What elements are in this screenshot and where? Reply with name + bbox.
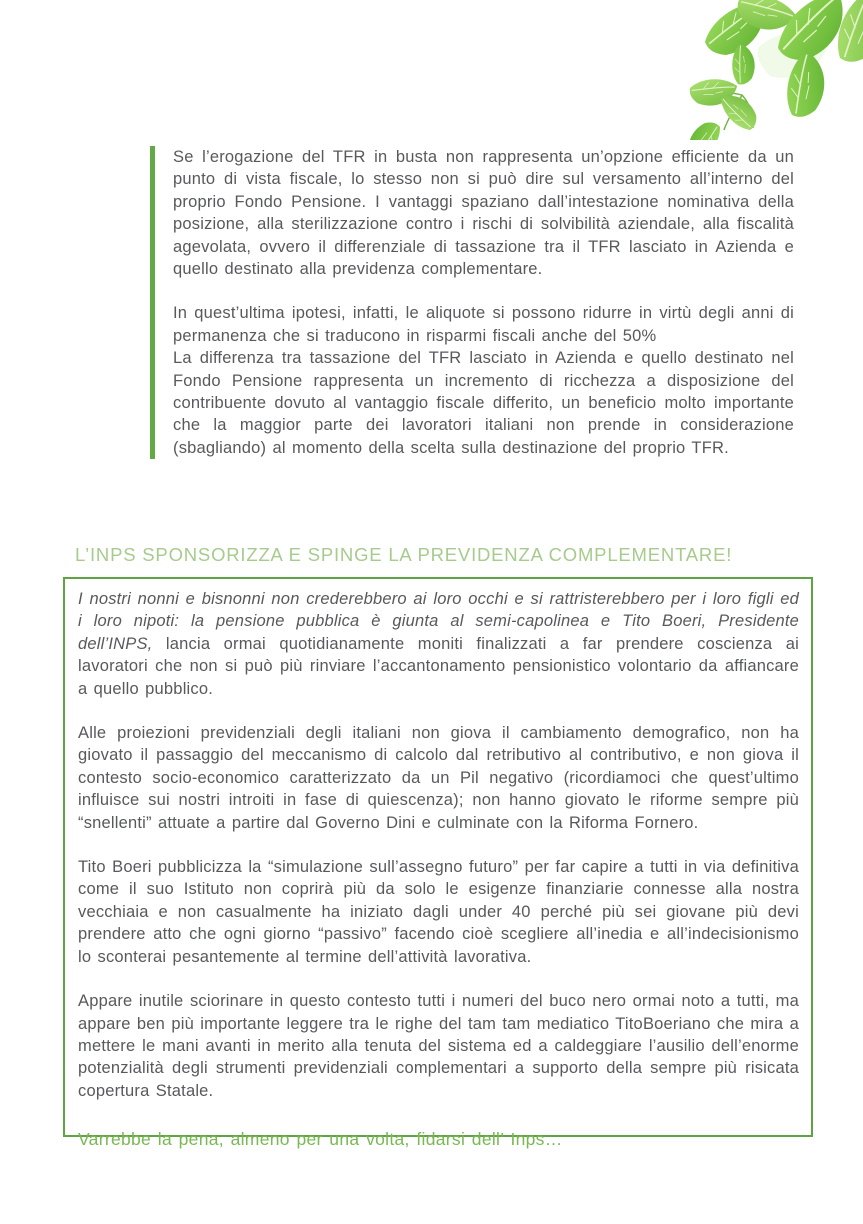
box-paragraph-nonni-italic: I nostri nonni e bisnonni non crederebbero ai loro occhi e si rattristerebbero per i loro figli ed i loro nipoti: la pensione pubblica è giunta al semi-capolinea e Tito Boeri, Presidente dell’INPS,	[78, 590, 799, 653]
section-heading-inps: L’INPS SPONSORIZZA E SPINGE LA PREVIDENZA COMPLEMENTARE!	[75, 544, 733, 565]
intro-paragraph-tfr-vantaggi: Se l’erogazione del TFR in busta non rappresenta un’opzione efficiente da un punto di vista fiscale, lo stesso non si può dire sul versamento all’interno del proprio Fondo Pensione. I vantaggi spaziano dall’intestazione nominativa della posizione, alla sterilizzazione contro i rischi di solvibilità aziendale, alla fiscalità agevolata, ovvero il differenziale di tassazione tra il TFR lasciato in Azienda e quello destinato alla previdenza complementare.	[173, 148, 794, 279]
box-paragraph-buco-nero: Appare inutile sciorinare in questo contesto tutti i numeri del buco nero ormai noto a tutti, ma appare ben più importante leggere tra le righe del tam tam mediatico TitoBoeriano che mira a mettere le mani avanti in merito alla tenuta del sistema ed a caldeggiare l’ausilio dell’enorme potenzialità degli strumenti previdenziali complementari a supporto della sempre più risicata copertura Statale.	[78, 992, 799, 1100]
inps-info-box	[63, 577, 813, 1150]
box-paragraph-nonni	[78, 588, 799, 700]
leaves-icon	[680, 0, 863, 140]
intro-paragraph-aliquote: In quest’ultima ipotesi, infatti, le aliquote si possono ridurre in virtù degli anni di permanenza che si traducono in risparmi fiscali anche del 50%	[173, 304, 794, 345]
box-closing-line: Varrebbe la pena, almeno per una volta, fidarsi dell’ Inps…	[78, 1129, 563, 1150]
box-paragraph-nonni-rest: lancia ormai quotidianamente moniti finalizzati a far prendere coscienza ai lavoratori che non si può più rinviare l’accantonamento pensionistico volontario da affiancare a quello pubblico.	[78, 634, 799, 698]
intro-block	[150, 146, 794, 459]
intro-paragraph-differenza: La differenza tra tassazione del TFR lasciato in Azienda e quello destinato nel Fondo Pensione rappresenta un incremento di ricchezza a disposizione del contribuente dovuto al vantaggio fiscale differito, un beneficio molto importante che la maggior parte dei lavoratori italiani non prende in considerazione (sbagliando) al momento della scelta sulla destinazione del proprio TFR.	[173, 349, 794, 457]
box-paragraph-proiezioni: Alle proiezioni previdenziali degli italiani non giova il cambiamento demografico, non ha giovato il passaggio del meccanismo di calcolo dal retributivo al contributivo, e non giova il contesto socio-economico caratterizzato da un Pil negativo (ricordiamoci che quest’ultimo influisce sui nostri introiti in fase di quiescenza); non hanno giovato le riforme sempre più “snellenti” attuate a partire dal Governo Dini e culminate con la Riforma Fornero.	[78, 724, 799, 832]
box-paragraph-simulazione: Tito Boeri pubblicizza la “simulazione sull’assegno futuro” per far capire a tutti in via definitiva come il suo Istituto non coprirà più da solo le esigenze finanziarie connesse alla nostra vecchiaia e non casualmente ha iniziato dagli under 40 perché più sei giovane più devi prendere atto che ogni giorno “passivo” facendo cioè scegliere all’inedia e all’indecisionismo lo sconterai pesantemente al termine dell’attività lavorativa.	[78, 858, 799, 966]
